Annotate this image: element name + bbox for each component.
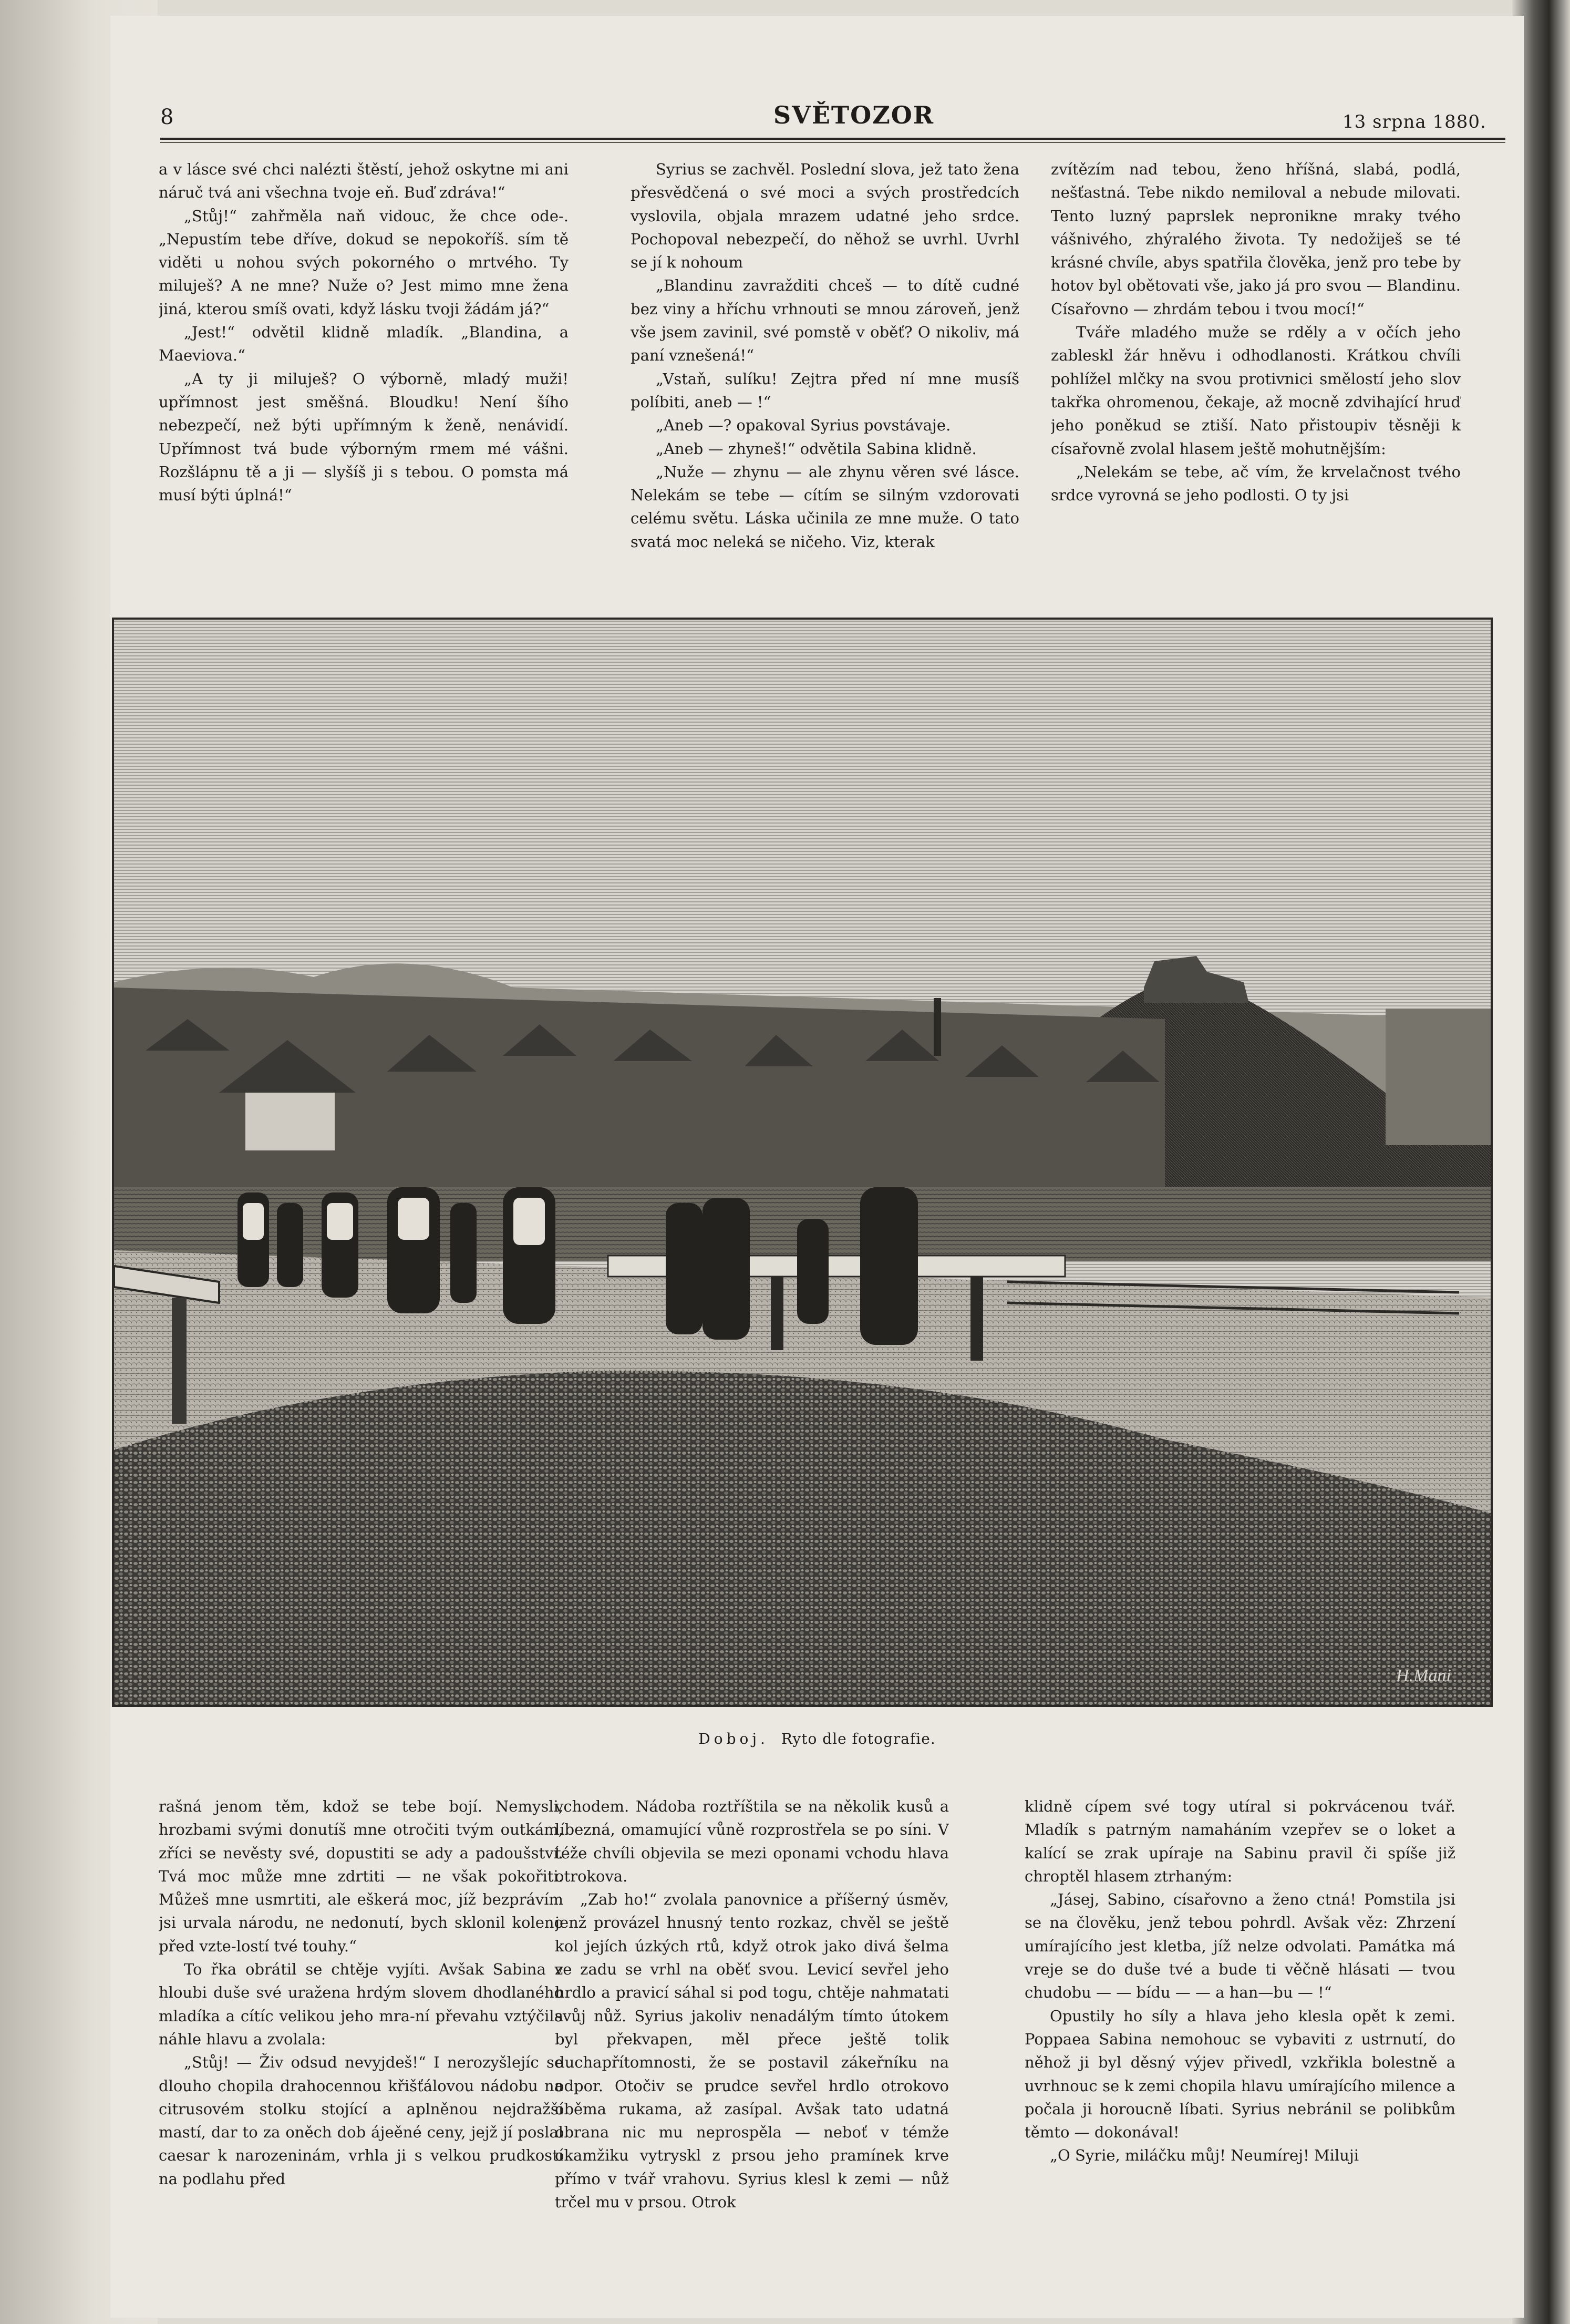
masthead-title: SVĚTOZOR [773, 101, 935, 129]
paragraph: Syrius se zachvěl. Poslední slova, jež tato žena přesvědčená o své moci a svých prostředcích vyslovila, objala mrazem udatné jeho srdce. Pochopoval nebezpečí, do něhož se uvrhl. Uvrhl se jí k nohoum [631, 160, 1019, 272]
paragraph: „Aneb — zhyneš!“ odvětila Sabina klidně. [656, 439, 977, 458]
newspaper-page [110, 16, 1524, 2318]
paragraph: „A ty ji miluješ? O výborně, mladý muži! upřímnost jest směšná. Bloudku! Není šího nebezpečí, než býti upřímným k ženě, nenávidí. Upřímnost tvá bude výborným rmem mé vášni. Rozšlápnu tě a ji — slyšíš ji s tebou. O pomsta má musí býti úplná!“ [159, 369, 569, 505]
engraver-signature: H.Mani [1396, 1666, 1451, 1685]
engraving-illustration [112, 618, 1493, 1707]
header-rule-thin [160, 142, 1505, 143]
paragraph: rašná jenom těm, kdož se tebe bojí. Nemysli, hrozbami svými donutíš mne otročiti tvým outkám, zříci se nevěsty své, dopustiti se ady a padoušství. Tvá moc může mne zdrtiti — ne však pokořiti. Můžeš mne usmrtiti, ale eškerá moc, jíž bezprávím jsi urvala národu, ne nedonutí, bych sklonil koleno před vzte-lostí tvé touhy.“ [159, 1797, 563, 1955]
paragraph: „O Syrie, miláčku můj! Neumírej! Miluji [1050, 2146, 1359, 2165]
bench-leg [771, 1277, 783, 1350]
paragraph: „Vstaň, sulíku! Zejtra před ní mne musíš políbiti, aneb — !“ [631, 369, 1019, 411]
paragraph: Opustily ho síly a hlava jeho klesla opět k zemi. Poppaea Sabina nemohouc se vybaviti z ustrnutí, do něhož ji byl děsný výjev přivedl, vzkřikla bolestně a uvrhnouc se k zemi chopila hlavu umírajícího milence a počala ji horoucně líbati. Syrius nebránil se polibkům těmto — dokonával! [1025, 2007, 1455, 2142]
caption-text: Ryto dle fotografie. [781, 1730, 936, 1747]
header-rule [160, 138, 1505, 140]
top-column-1 [159, 158, 569, 578]
minaret [934, 998, 941, 1056]
caption-place: Doboj. [698, 1730, 769, 1747]
paragraph: „Nelekám se tebe, ač vím, že krvelačnost tvého srdce vyrovná se jeho podlosti. O ty jsi [1051, 462, 1461, 505]
paragraph: „Nuže — zhynu — ale zhynu věren své lásce. Nelekám se tebe — cítím se silným vzdorovati celému světu. Láska učinila ze mne muže. O tato svatá moc neleká se ničeho. Viz, kterak [631, 462, 1019, 551]
issue-date: 13 srpna 1880. [1342, 111, 1486, 132]
bottom-column-1 [159, 1795, 563, 2268]
page-number: 8 [160, 105, 174, 129]
bench-leg [970, 1277, 983, 1361]
paragraph: „Stůj!“ zahřměla naň vidouc, že chce ode-. „Nepustím tebe dříve, dokud se nepokoříš. sím tě viděti u nohou svých pokorného o mrtvého. Ty miluješ? A ne mne? Nuže o? Jest mimo mne žena jiná, kterou smíš ovati, když lásku tvoji žádám já?“ [159, 207, 569, 318]
paragraph: „Zab ho!“ zvolala panovnice a příšerný úsměv, jenž provázel hnusný tento rozkaz, chvěl se ještě kol jejích úzkých rtů, když otrok jako divá šelma ze zadu se vrhl na oběť svou. Levicí sevřel jeho hrdlo a pravicí sáhal si pod togu, chtěje nahmatati svůj nůž. Syrius jakoliv nenadálým tímto útokem byl překvapen, měl přece ještě tolik duchapřítomnosti, že se postavil zákeřníku na odpor. Otočiv se prudce sevřel hrdlo otrokovo oběma rukama, až zasípal. Avšak tato udatná obrana nic mu neprospěla — neboť v témže okamžiku vytryskl z prsou jeho pramínek krve přímo v tvář vrahovu. Syrius klesl k zemi — nůž trčel mu v prsou. Otrok [555, 1890, 949, 2212]
paragraph: Tváře mladého muže se rděly a v očích jeho zableskl žár hněvu i odhodlanosti. Krátkou chvíli pohlížel mlčky na svou protivnici smělostí jeho slov takřka ohromenou, čekaje, až mocně zdvihající hruď jeho poněkud se ztiší. Nato přistoupiv těsněji k císařovně zvolal hlasem ještě mohutnějším: [1051, 323, 1461, 458]
paragraph: „Jest!“ odvětil klidně mladík. „Blandina, a Maeviova.“ [159, 323, 569, 365]
bottom-column-3 [1025, 1795, 1455, 2268]
paragraph: zvítězím nad tebou, ženo hříšná, slabá, podlá, nešťastná. Tebe nikdo nemiloval a nebude milovati. Tento luzný paprslek nepronikne mraky tvého vášnivého, zhýralého života. Ty nedožiješ se té krásné chvíle, abys spatřila člověka, jenž pro tebe by hotov byl obětovati vše, jako já pro svou — Blandinu. Císařovno — zhrdám tebou i tvou mocí!“ [1051, 160, 1461, 318]
doboj-landscape-engraving [114, 620, 1491, 1705]
paragraph: „Stůj! — Živ odsud nevyjdeš!“ I nerozyšlejíc se dlouho chopila drahocennou křišťálovou nádobu na citrusovém stolku stojící a aplněnou nejdražší mastí, dar to za oněch dob ájeěné ceny, jejž jí poslal caesar k narozeninám, vrhla ji s velkou prudkostí na podlahu před [159, 2053, 563, 2188]
paragraph: „Jásej, Sabino, císařovno a ženo ctná! Pomstila jsi se na člověku, jenž tebou pohrdl. Avšak věz: Zhrzení umírajícího jest kletba, jíž nelze odvolati. Památka má vreje se do duše tvé a bude ti věčně hlásati — tvou chudobu — — bídu — — a han—bu — !“ [1025, 1890, 1455, 2002]
paragraph: „Aneb —? opakoval Syrius povstávaje. [656, 416, 951, 435]
wooden-house [245, 1093, 335, 1150]
paragraph: a v lásce své chci nalézti štěstí, jehož oskytne mi ani náruč tvá ani všechna tvoje eň. Buď zdráva!“ [159, 160, 569, 202]
top-column-2 [631, 158, 1019, 578]
paragraph: vchodem. Nádoba roztříštila se na několik kusů a líbezná, omamující vůně rozprostřela se po síni. V téže chvíli objevila se mezi oponami vchodu hlava otrokova. [555, 1797, 949, 1885]
paragraph: „Blandinu zavražditi chceš — to dítě cudné bez viny a hříchu vrhnouti se mnou zároveň, jenž vše jsem zavinil, své pomstě v oběť? O nikoliv, má paní vznešená!“ [631, 276, 1019, 365]
paragraph: To řka obrátil se chtěje vyjíti. Avšak Sabina v hloubi duše své uražena hrdým slovem dhodlaného mladíka a cítíc velikou jeho mra-ní převahu vztýčila náhle hlavu a zvolala: [159, 1960, 563, 2048]
bottom-column-2 [555, 1795, 949, 2268]
illustration-caption [110, 1730, 1524, 1747]
paragraph: klidně cípem své togy utíral si pokrvácenou tvář. Mladík s patrným namaháním vzepřev se o loket a kalící se zrak upíraje na Sabinu pravil či spíše již chroptěl hlasem ztrhaným: [1025, 1797, 1455, 1885]
right-hillside [1386, 1009, 1491, 1145]
top-column-3 [1051, 158, 1461, 578]
bridge-post [172, 1298, 187, 1424]
